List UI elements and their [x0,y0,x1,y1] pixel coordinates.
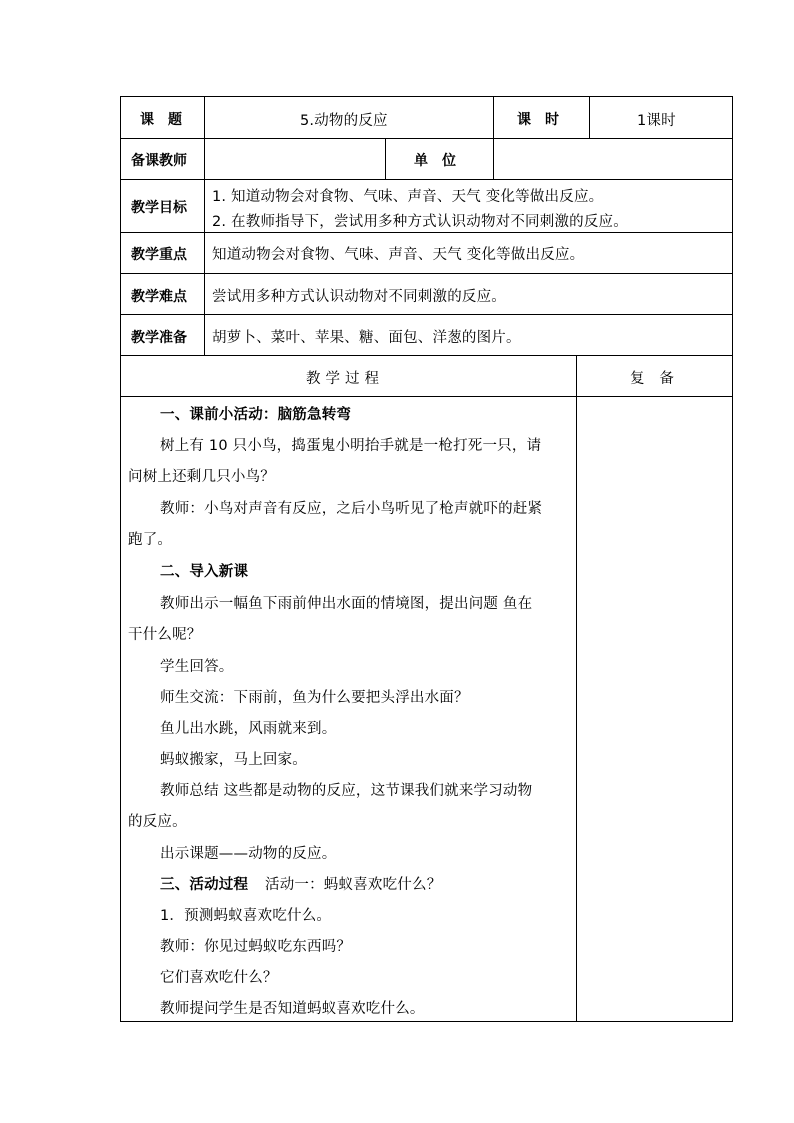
key-point-label: 教学重点 [131,247,187,263]
topic-value: 5.动物的反应 [300,113,388,129]
topic-label: 课 题 [140,112,182,128]
row-rule [120,138,733,139]
table-border-left [120,96,121,1022]
col-rule [204,96,205,355]
row-rule [120,273,733,274]
col-rule [493,138,494,179]
preparation-label: 教学准备 [131,330,187,346]
period-label: 课 时 [517,112,559,128]
revision-header: 复 备 [630,371,675,387]
col-rule [576,355,577,1022]
body-line: 蚂蚁搬家，马上回家。 [160,752,307,768]
unit-label: 单 位 [414,153,456,169]
body-line: 鱼儿出水跳，风雨就来到。 [160,721,337,737]
section-heading: 三、活动过程 [160,877,249,893]
col-rule [385,138,386,179]
body-line: 树上有 10 只小鸟，捣蛋鬼小明抬手就是一枪打死一只，请 [160,438,542,454]
section-heading: 二、导入新课 [160,564,249,580]
body-line: 教师总结 这些都是动物的反应，这节课我们就来学习动物 [160,783,533,799]
body-line: 问树上还剩几只小鸟？ [128,469,275,485]
table-border-right [732,96,733,1022]
goals-line-1: 1. 知道动物会对食物、气味、声音、天气 变化等做出反应。 [212,189,604,205]
body-line: 教师出示一幅鱼下雨前伸出水面的情境图，提出问题 鱼在 [160,596,533,612]
period-value: 1课时 [637,113,676,129]
teacher-label: 备课教师 [131,153,187,169]
row-rule [120,314,733,315]
col-rule [493,96,494,138]
table-border-top [120,96,733,97]
body-line: 出示课题——动物的反应。 [160,846,337,862]
body-line: 干什么呢？ [128,627,202,643]
section-heading: 一、课前小活动：脑筋急转弯 [160,407,352,423]
body-line: 教师：小鸟对声音有反应，之后小鸟听见了枪声就吓的赶紧 [160,501,543,517]
row-rule [120,355,733,356]
body-line: 的反应。 [128,814,187,830]
difficulty-value: 尝试用多种方式认识动物对不同刺激的反应。 [212,289,506,305]
process-header: 教 学 过 程 [306,371,380,387]
table-border-bottom [120,1021,733,1022]
body-line: 学生回答。 [160,659,234,675]
preparation-value: 胡萝卜、菜叶、苹果、糖、面包、洋葱的图片。 [212,330,521,346]
body-line: 跑了。 [128,532,173,548]
row-rule [120,179,733,180]
activity-title: 活动一：蚂蚁喜欢吃什么？ [265,877,442,893]
goals-label: 教学目标 [131,200,187,216]
col-rule [589,96,590,138]
difficulty-label: 教学难点 [131,289,187,305]
body-line: 它们喜欢吃什么？ [160,970,278,986]
body-line: 教师：你见过蚂蚁吃东西吗？ [160,939,352,955]
row-rule [120,232,733,233]
body-line: 教师提问学生是否知道蚂蚁喜欢吃什么。 [160,1001,425,1017]
body-line: 师生交流：下雨前，鱼为什么要把头浮出水面？ [160,690,469,706]
body-line: 1．预测蚂蚁喜欢吃什么。 [160,908,332,924]
row-rule [120,396,733,397]
goals-line-2: 2. 在教师指导下，尝试用多种方式认识动物对不同刺激的反应。 [212,214,628,230]
key-point-value: 知道动物会对食物、气味、声音、天气 变化等做出反应。 [212,247,585,263]
